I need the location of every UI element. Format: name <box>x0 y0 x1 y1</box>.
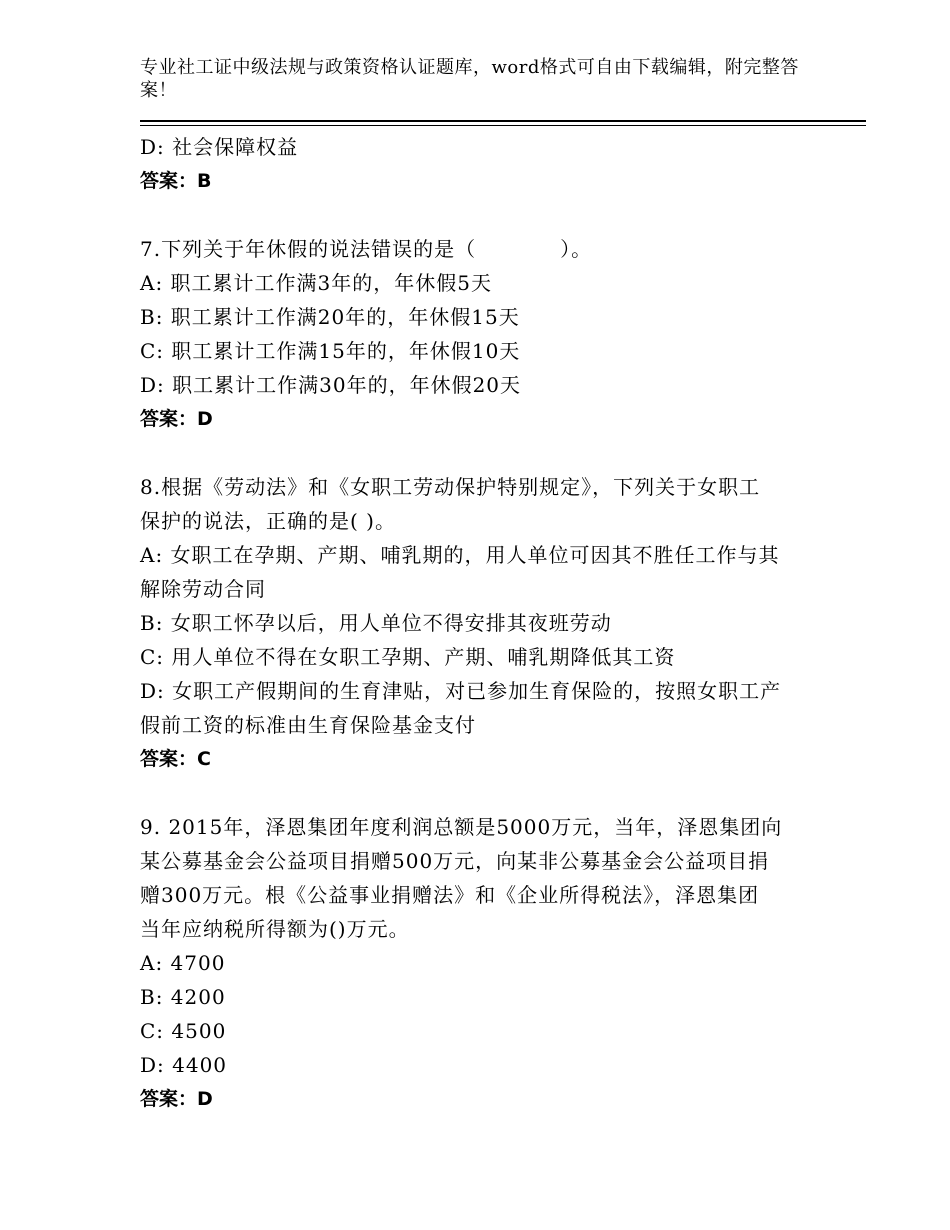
document-header: 专业社工证中级法规与政策资格认证题库，word格式可自由下载编辑，附完整答案！ <box>140 57 799 101</box>
prev-answer: 答案：B <box>140 170 212 192</box>
q7-option-d: D: 职工累计工作满30年的，年休假20天 <box>140 373 522 397</box>
q9-answer: 答案：D <box>140 1088 213 1110</box>
spacer <box>140 436 820 470</box>
document-body <box>140 130 820 1116</box>
q9-question-line-1: 9. 2015年，泽恩集团年度利润总额是5000万元，当年，泽恩集团向 <box>140 815 783 839</box>
q7-option-b: B: 职工累计工作满20年的，年休假15天 <box>140 305 520 329</box>
spacer <box>140 198 820 232</box>
q9-option-b: B: 4200 <box>140 985 226 1009</box>
q8-question-line-2: 保护的说法，正确的是( )。 <box>140 509 396 533</box>
q8-answer: 答案：C <box>140 748 211 770</box>
q8-option-a-line-2: 解除劳动合同 <box>140 577 266 601</box>
q7-option-c: C: 职工累计工作满15年的，年休假10天 <box>140 339 521 363</box>
header-rule-thick <box>140 120 866 122</box>
q7-answer: 答案：D <box>140 408 213 430</box>
q8-option-a-line-1: A: 女职工在孕期、产期、哺乳期的，用人单位可因其不胜任工作与其 <box>140 543 780 567</box>
q9-option-d: D: 4400 <box>140 1053 228 1077</box>
q7-question: 7.下列关于年休假的说法错误的是（ ）。 <box>140 237 593 261</box>
q9-option-c: C: 4500 <box>140 1019 227 1043</box>
q8-option-c: C: 用人单位不得在女职工孕期、产期、哺乳期降低其工资 <box>140 645 676 669</box>
q9-option-a: A: 4700 <box>140 951 226 975</box>
q8-option-d-line-1: D: 女职工产假期间的生育津贴，对已参加生育保险的，按照女职工产 <box>140 679 782 703</box>
q7-option-a: A: 职工累计工作满3年的，年休假5天 <box>140 271 492 295</box>
q9-question-line-2: 某公募基金会公益项目捐赠500万元，向某非公募基金会公益项目捐 <box>140 849 770 873</box>
q9-question-line-4: 当年应纳税所得额为()万元。 <box>140 917 410 941</box>
q8-option-b: B: 女职工怀孕以后，用人单位不得安排其夜班劳动 <box>140 611 612 635</box>
header-rule-thin <box>140 125 866 126</box>
prev-option-d: D: 社会保障权益 <box>140 135 299 159</box>
q8-question-line-1: 8.根据《劳动法》和《女职工劳动保护特别规定》，下列关于女职工 <box>140 475 761 499</box>
q8-option-d-line-2: 假前工资的标准由生育保险基金支付 <box>140 713 476 737</box>
spacer <box>140 776 820 810</box>
q9-question-line-3: 赠300万元。根《公益事业捐赠法》和《企业所得税法》，泽恩集团 <box>140 883 760 907</box>
